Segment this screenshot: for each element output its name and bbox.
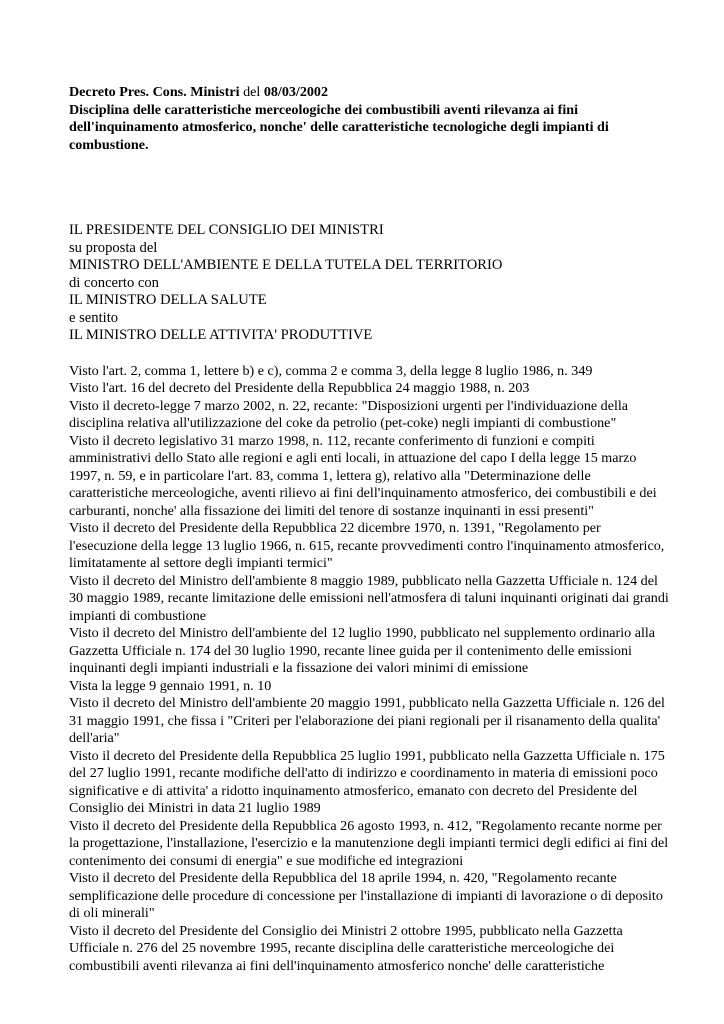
decree-date: 08/03/2002: [263, 84, 329, 100]
visto-paragraph: Visto il decreto-legge 7 marzo 2002, n. 22, recante: "Disposizioni urgenti per l'individuazione della disciplina relativa all'utilizzazione del coke da petrolio (pet-coke) negli impianti di combustione": [69, 397, 629, 431]
visto-paragraph: Visto il decreto del Ministro dell'ambiente 20 maggio 1991, pubblicato nella Gazzetta Ufficiale n. 126 del 31 maggio 1991, che fissa i "Criteri per l'elaborazione dei piani regionali per il risanamento della qualita' dell'aria": [69, 695, 665, 746]
visti-list: [69, 363, 669, 976]
preamble-line: IL PRESIDENTE DEL CONSIGLIO DEI MINISTRI: [69, 222, 384, 238]
visto-paragraph: Visto il decreto del Ministro dell'ambiente 8 maggio 1989, pubblicato nella Gazzetta Ufficiale n. 124 del 30 maggio 1989, recante limitazione delle emissioni nell'atmosfera di taluni inquinanti originati dai grandi impianti di combustione: [69, 572, 669, 624]
visto-paragraph: Visto il decreto del Ministro dell'ambiente del 12 luglio 1990, pubblicato nel supplemento ordinario alla Gazzetta Ufficiale n. 174 del 30 luglio 1990, recante linee guida per il contenimento delle emissioni inquinanti degli impianti industriali e la fissazione dei valori minimi di emissione: [69, 625, 656, 676]
visto-paragraph: Visto il decreto del Presidente della Repubblica 26 agosto 1993, n. 412, "Regolamento recante norme per la progettazione, l'installazione, l'esercizio e la manutenzione degli impianti termici degli edifici ai fini del contenimento dei consumi di energia" e sue modifiche ed integrazioni: [69, 817, 669, 869]
visto-paragraph: Visto l'art. 2, comma 1, lettere b) e c), comma 2 e comma 3, della legge 8 luglio 1986, n. 349: [69, 362, 593, 379]
visto-paragraph: Vista la legge 9 gennaio 1991, n. 10: [69, 677, 272, 694]
preamble: [69, 222, 669, 345]
preamble-line: su proposta del: [69, 239, 158, 256]
visto-paragraph: Visto il decreto del Presidente della Repubblica del 18 aprile 1994, n. 420, "Regolamento recante semplificazione delle procedure di concessione per l'installazione di impianti di lavorazione o di deposito di oli minerali": [69, 870, 663, 921]
decree-heading: [69, 84, 669, 102]
visto-paragraph: Visto l'art. 16 del decreto del Presidente della Repubblica 24 maggio 1988, n. 203: [69, 380, 530, 396]
preamble-line: IL MINISTRO DELLA SALUTE: [69, 292, 267, 308]
decree-type: Decreto Pres. Cons. Ministri: [69, 84, 240, 100]
preamble-line: IL MINISTRO DELLE ATTIVITA' PRODUTTIVE: [69, 327, 373, 343]
preamble-line: MINISTRO DELL'AMBIENTE E DELLA TUTELA DEL TERRITORIO: [69, 257, 503, 273]
visto-paragraph: Visto il decreto del Presidente della Repubblica 25 luglio 1991, pubblicato nella Gazzetta Ufficiale n. 175 del 27 luglio 1991, recante modifiche dell'atto di indirizzo e coordinamento in materia di emissioni poco significative e di attivita' a ridotto inquinamento atmosferico, emanato con decreto del Presidente del Consiglio dei Ministri in data 21 luglio 1989: [69, 747, 665, 816]
decree-title: Disciplina delle caratteristiche merceologiche dei combustibili aventi rilevanza ai fini dell'inquinamento atmosferico, nonche' delle caratteristiche tecnologiche degli impianti di combustione.: [69, 101, 609, 153]
preamble-line: e sentito: [69, 309, 119, 326]
date-connector: del: [243, 84, 261, 100]
document-header: [69, 84, 669, 154]
visto-paragraph: Visto il decreto del Presidente del Consiglio dei Ministri 2 ottobre 1995, pubblicato nella Gazzetta Ufficiale n. 276 del 25 novembre 1995, recante disciplina delle caratteristiche merceologiche dei combustibili aventi rilevanza ai fini dell'inquinamento atmosferico nonche' delle caratteristiche: [69, 922, 623, 974]
document-page: [69, 84, 669, 975]
visto-paragraph: Visto il decreto legislativo 31 marzo 1998, n. 112, recante conferimento di funzioni e compiti amministrativi dello Stato alle regioni e agli enti locali, in attuazione del capo I della legge 15 marzo 1997, n. 59, e in particolare l'art. 83, comma 1, lettera g), relativo alla "Determinazione delle caratteristiche merceologiche, aventi rilievo ai fini dell'inquinamento atmosferico, dei combustibili e dei carburanti, nonche' alla fissazione dei limiti del tenore di sostanze inquinanti in essi presenti": [69, 432, 657, 519]
preamble-line: di concerto con: [69, 274, 159, 291]
visto-paragraph: Visto il decreto del Presidente della Repubblica 22 dicembre 1970, n. 1391, "Regolamento per l'esecuzione della legge 13 luglio 1966, n. 615, recante provvedimenti contro l'inquinamento atmosferico, limitatamente al settore degli impianti termici": [69, 520, 665, 571]
